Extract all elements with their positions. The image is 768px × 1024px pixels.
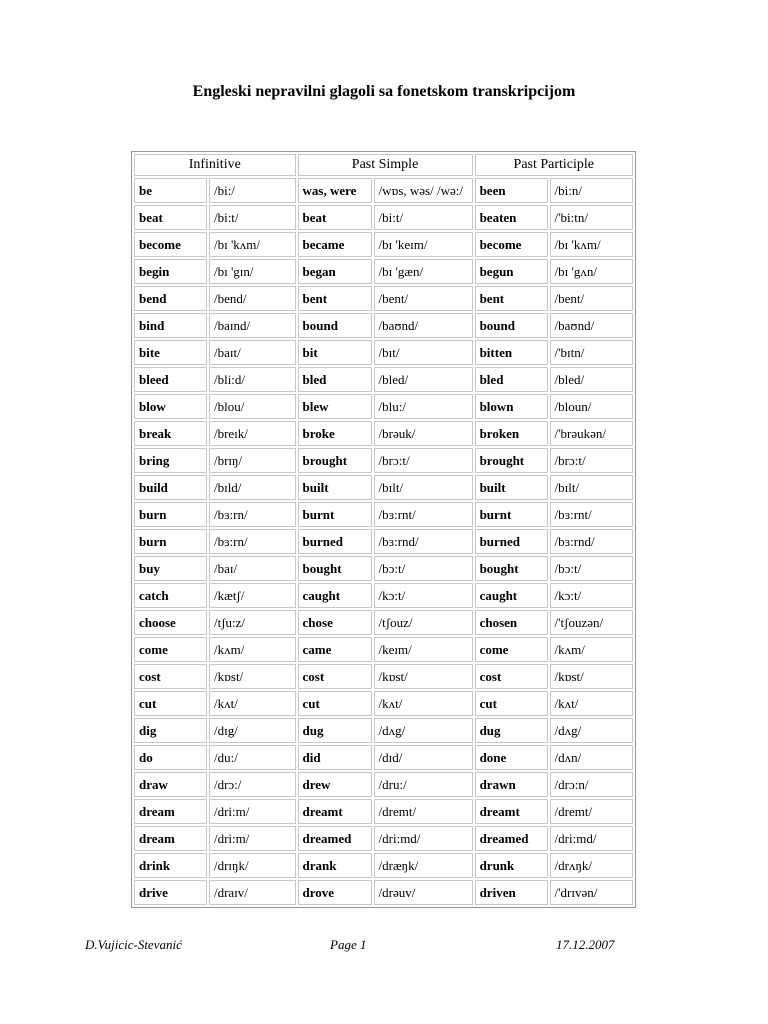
table-row [134, 664, 633, 689]
cell-infinitive: do [134, 745, 207, 770]
cell-past-participle: brought [475, 448, 548, 473]
cell-infinitive-ipa: /dɪg/ [209, 718, 296, 743]
cell-past-participle: come [475, 637, 548, 662]
cell-past-participle: been [475, 178, 548, 203]
cell-past-participle: broken [475, 421, 548, 446]
cell-infinitive-ipa: /kʌm/ [209, 637, 296, 662]
cell-past-participle: done [475, 745, 548, 770]
cell-past-participle: dreamed [475, 826, 548, 851]
cell-past-simple: caught [298, 583, 372, 608]
cell-past-participle: beaten [475, 205, 548, 230]
cell-past-simple-ipa: /kɒst/ [374, 664, 473, 689]
cell-past-simple: burnt [298, 502, 372, 527]
cell-past-participle: dreamt [475, 799, 548, 824]
table-row [134, 502, 633, 527]
cell-past-simple-ipa: /bɪ 'keɪm/ [374, 232, 473, 257]
cell-infinitive-ipa: /dri:m/ [209, 826, 296, 851]
cell-infinitive: dream [134, 826, 207, 851]
table-row [134, 448, 633, 473]
cell-past-participle: bitten [475, 340, 548, 365]
cell-infinitive-ipa: /bɪ 'kʌm/ [209, 232, 296, 257]
cell-past-participle-ipa: /kʌm/ [550, 637, 633, 662]
cell-past-simple: cut [298, 691, 372, 716]
table-row [134, 718, 633, 743]
cell-past-simple: bought [298, 556, 372, 581]
cell-past-simple: bled [298, 367, 372, 392]
cell-infinitive-ipa: /drɪŋk/ [209, 853, 296, 878]
cell-infinitive-ipa: /brɪŋ/ [209, 448, 296, 473]
cell-past-participle-ipa: /kɒst/ [550, 664, 633, 689]
table-row [134, 313, 633, 338]
cell-past-participle-ipa: /'bi:tn/ [550, 205, 633, 230]
cell-past-simple-ipa: /brɔ:t/ [374, 448, 473, 473]
cell-past-simple-ipa: /bɪlt/ [374, 475, 473, 500]
cell-infinitive: break [134, 421, 207, 446]
cell-infinitive: bite [134, 340, 207, 365]
cell-past-simple: bit [298, 340, 372, 365]
cell-infinitive-ipa: /tʃu:z/ [209, 610, 296, 635]
cell-past-simple: dreamed [298, 826, 372, 851]
cell-infinitive: be [134, 178, 207, 203]
cell-past-simple-ipa: /blu:/ [374, 394, 473, 419]
table-row [134, 610, 633, 635]
cell-past-simple: dreamt [298, 799, 372, 824]
cell-past-participle: chosen [475, 610, 548, 635]
cell-infinitive-ipa: /bi:/ [209, 178, 296, 203]
table-row [134, 637, 633, 662]
table-row [134, 421, 633, 446]
cell-past-simple-ipa: /brəuk/ [374, 421, 473, 446]
cell-past-simple-ipa: /bi:t/ [374, 205, 473, 230]
cell-infinitive-ipa: /baɪnd/ [209, 313, 296, 338]
cell-past-participle-ipa: /bent/ [550, 286, 633, 311]
cell-infinitive-ipa: /bɪ 'gɪn/ [209, 259, 296, 284]
cell-infinitive: bring [134, 448, 207, 473]
header-past-simple: Past Simple [298, 154, 473, 176]
cell-past-simple-ipa: /bled/ [374, 367, 473, 392]
cell-infinitive-ipa: /kɒst/ [209, 664, 296, 689]
cell-past-participle: blown [475, 394, 548, 419]
cell-past-simple-ipa: /wɒs, wəs/ /wə:/ [374, 178, 473, 203]
cell-infinitive: bind [134, 313, 207, 338]
cell-past-participle: burnt [475, 502, 548, 527]
cell-past-participle: bled [475, 367, 548, 392]
cell-infinitive: dig [134, 718, 207, 743]
cell-infinitive: choose [134, 610, 207, 635]
cell-past-participle: bought [475, 556, 548, 581]
cell-past-simple-ipa: /kɔ:t/ [374, 583, 473, 608]
header-past-participle: Past Participle [475, 154, 633, 176]
table-row [134, 853, 633, 878]
cell-past-simple-ipa: /drəuv/ [374, 880, 473, 905]
cell-past-participle-ipa: /bled/ [550, 367, 633, 392]
cell-past-participle: cost [475, 664, 548, 689]
cell-past-participle: cut [475, 691, 548, 716]
table-row [134, 745, 633, 770]
cell-past-participle-ipa: /'drɪvən/ [550, 880, 633, 905]
cell-past-participle: caught [475, 583, 548, 608]
cell-infinitive: dream [134, 799, 207, 824]
cell-past-simple: began [298, 259, 372, 284]
cell-infinitive-ipa: /bi:t/ [209, 205, 296, 230]
cell-past-participle: driven [475, 880, 548, 905]
cell-past-participle: drawn [475, 772, 548, 797]
table-row [134, 556, 633, 581]
cell-infinitive-ipa: /blou/ [209, 394, 296, 419]
cell-infinitive-ipa: /baɪ/ [209, 556, 296, 581]
cell-past-simple: was, were [298, 178, 372, 203]
cell-past-participle-ipa: /bɪ 'kʌm/ [550, 232, 633, 257]
cell-past-participle-ipa: /drʌŋk/ [550, 853, 633, 878]
cell-past-participle-ipa: /brɔ:t/ [550, 448, 633, 473]
cell-past-participle: drunk [475, 853, 548, 878]
table-row [134, 178, 633, 203]
cell-infinitive: cut [134, 691, 207, 716]
table-row [134, 205, 633, 230]
cell-infinitive: catch [134, 583, 207, 608]
cell-past-simple: drew [298, 772, 372, 797]
cell-past-simple: beat [298, 205, 372, 230]
cell-past-simple: drank [298, 853, 372, 878]
table-row [134, 367, 633, 392]
cell-infinitive-ipa: /bɪld/ [209, 475, 296, 500]
cell-infinitive: begin [134, 259, 207, 284]
table-row [134, 529, 633, 554]
cell-past-simple: bent [298, 286, 372, 311]
cell-past-participle-ipa: /'tʃouzən/ [550, 610, 633, 635]
cell-past-participle: begun [475, 259, 548, 284]
cell-past-participle: built [475, 475, 548, 500]
table-row [134, 826, 633, 851]
cell-past-simple-ipa: /tʃouz/ [374, 610, 473, 635]
cell-infinitive: blow [134, 394, 207, 419]
cell-past-simple: chose [298, 610, 372, 635]
table-row [134, 394, 633, 419]
cell-past-participle-ipa: /bɔ:t/ [550, 556, 633, 581]
cell-past-simple: cost [298, 664, 372, 689]
cell-past-simple: burned [298, 529, 372, 554]
table-row [134, 691, 633, 716]
cell-past-simple-ipa: /bɔ:t/ [374, 556, 473, 581]
footer-page-number: Page 1 [330, 937, 367, 952]
cell-past-simple-ipa: /dɪd/ [374, 745, 473, 770]
cell-infinitive-ipa: /bli:d/ [209, 367, 296, 392]
cell-past-simple-ipa: /bɪt/ [374, 340, 473, 365]
cell-infinitive-ipa: /du:/ [209, 745, 296, 770]
table-row [134, 880, 633, 905]
cell-past-participle-ipa: /dremt/ [550, 799, 633, 824]
table-body [134, 178, 633, 905]
cell-infinitive: burn [134, 529, 207, 554]
cell-infinitive: cost [134, 664, 207, 689]
cell-infinitive: drive [134, 880, 207, 905]
cell-past-simple-ipa: /kʌt/ [374, 691, 473, 716]
cell-past-participle-ipa: /'bɪtn/ [550, 340, 633, 365]
cell-past-simple-ipa: /dræŋk/ [374, 853, 473, 878]
cell-infinitive: drink [134, 853, 207, 878]
cell-past-participle: become [475, 232, 548, 257]
cell-past-participle-ipa: /bi:n/ [550, 178, 633, 203]
cell-infinitive: bend [134, 286, 207, 311]
cell-infinitive-ipa: /breɪk/ [209, 421, 296, 446]
cell-past-simple: dug [298, 718, 372, 743]
cell-infinitive: bleed [134, 367, 207, 392]
table-row [134, 340, 633, 365]
cell-infinitive: buy [134, 556, 207, 581]
table-row [134, 232, 633, 257]
cell-past-simple: brought [298, 448, 372, 473]
cell-infinitive: build [134, 475, 207, 500]
cell-past-participle-ipa: /'brəukən/ [550, 421, 633, 446]
cell-past-participle-ipa: /bɪlt/ [550, 475, 633, 500]
cell-past-simple-ipa: /dri:md/ [374, 826, 473, 851]
table-row [134, 799, 633, 824]
cell-past-simple: blew [298, 394, 372, 419]
cell-past-participle-ipa: /bɜ:rnd/ [550, 529, 633, 554]
cell-past-participle-ipa: /drɔ:n/ [550, 772, 633, 797]
cell-past-simple: became [298, 232, 372, 257]
cell-past-simple-ipa: /baʊnd/ [374, 313, 473, 338]
page-title: Engleski nepravilni glagoli sa fonetskom transkripcijom [192, 83, 576, 100]
cell-past-participle-ipa: /dri:md/ [550, 826, 633, 851]
cell-past-simple-ipa: /dremt/ [374, 799, 473, 824]
cell-past-participle-ipa: /kʌt/ [550, 691, 633, 716]
irregular-verbs-table [131, 151, 636, 908]
table-row [134, 583, 633, 608]
cell-infinitive-ipa: /dri:m/ [209, 799, 296, 824]
cell-infinitive: come [134, 637, 207, 662]
cell-past-participle-ipa: /kɔ:t/ [550, 583, 633, 608]
table-row [134, 772, 633, 797]
cell-past-simple: built [298, 475, 372, 500]
cell-past-simple-ipa: /bɪ 'gæn/ [374, 259, 473, 284]
cell-past-simple-ipa: /dru:/ [374, 772, 473, 797]
cell-past-participle-ipa: /dʌg/ [550, 718, 633, 743]
cell-infinitive-ipa: /draɪv/ [209, 880, 296, 905]
cell-infinitive-ipa: /bɜ:rn/ [209, 502, 296, 527]
table-row [134, 475, 633, 500]
cell-infinitive-ipa: /bɜ:rn/ [209, 529, 296, 554]
cell-past-simple: came [298, 637, 372, 662]
cell-past-participle-ipa: /dʌn/ [550, 745, 633, 770]
cell-past-participle: dug [475, 718, 548, 743]
table-header-row [134, 154, 633, 176]
cell-infinitive-ipa: /kʌt/ [209, 691, 296, 716]
cell-past-participle-ipa: /bɪ 'gʌn/ [550, 259, 633, 284]
cell-past-participle: bound [475, 313, 548, 338]
cell-infinitive: burn [134, 502, 207, 527]
footer-author: D.Vujicic-Stevanić [85, 937, 182, 952]
cell-past-simple-ipa: /bent/ [374, 286, 473, 311]
cell-infinitive: become [134, 232, 207, 257]
cell-infinitive-ipa: /baɪt/ [209, 340, 296, 365]
cell-past-participle-ipa: /bloun/ [550, 394, 633, 419]
cell-past-simple: bound [298, 313, 372, 338]
cell-past-participle: burned [475, 529, 548, 554]
cell-past-simple-ipa: /bɜ:rnt/ [374, 502, 473, 527]
cell-past-simple-ipa: /bɜ:rnd/ [374, 529, 473, 554]
cell-past-simple: broke [298, 421, 372, 446]
table-row [134, 286, 633, 311]
cell-past-simple-ipa: /keɪm/ [374, 637, 473, 662]
cell-past-participle: bent [475, 286, 548, 311]
cell-past-participle-ipa: /bɜ:rnt/ [550, 502, 633, 527]
cell-past-simple: did [298, 745, 372, 770]
cell-infinitive-ipa: /bend/ [209, 286, 296, 311]
footer-date: 17.12.2007 [556, 937, 615, 952]
cell-past-participle-ipa: /baʊnd/ [550, 313, 633, 338]
cell-infinitive: draw [134, 772, 207, 797]
header-infinitive: Infinitive [134, 154, 296, 176]
cell-infinitive-ipa: /drɔ:/ [209, 772, 296, 797]
cell-past-simple-ipa: /dʌg/ [374, 718, 473, 743]
table-row [134, 259, 633, 284]
cell-infinitive: beat [134, 205, 207, 230]
cell-past-simple: drove [298, 880, 372, 905]
cell-infinitive-ipa: /kætʃ/ [209, 583, 296, 608]
